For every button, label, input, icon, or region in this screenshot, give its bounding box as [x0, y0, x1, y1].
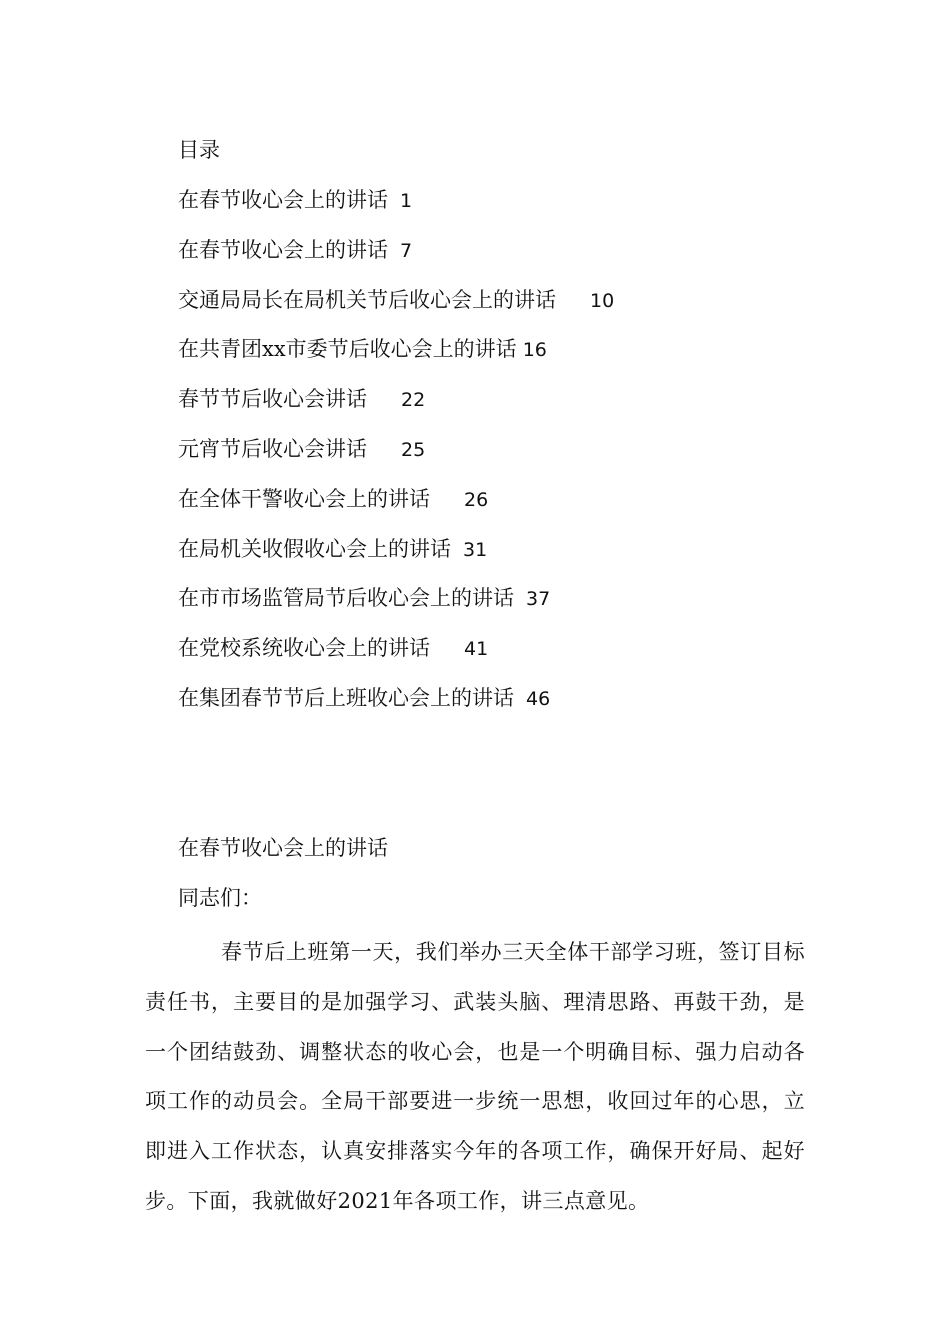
- toc-item[interactable]: [178, 682, 614, 732]
- toc-item[interactable]: [178, 483, 614, 533]
- toc-item-page: 31: [463, 538, 488, 561]
- toc-item-page: 1: [400, 190, 413, 212]
- toc-item[interactable]: [178, 284, 614, 334]
- toc-item-title: 交通局局长在局机关节后收心会上的讲话: [178, 287, 556, 312]
- toc-item-page: 41: [464, 638, 489, 661]
- toc-heading: 目录: [178, 138, 220, 162]
- toc-item[interactable]: [178, 582, 614, 632]
- toc-item-title: 在全体干警收心会上的讲话: [178, 486, 430, 511]
- toc-item-page: 16: [522, 339, 547, 362]
- toc-item[interactable]: [178, 234, 614, 284]
- toc-item-page: 26: [464, 488, 489, 511]
- toc-item-title: 春节节后收心会讲话: [178, 387, 367, 412]
- toc-item-page: 37: [526, 588, 551, 611]
- toc-item-title: 在共青团xx市委节后收心会上的讲话: [178, 337, 517, 362]
- toc-item[interactable]: [178, 533, 614, 583]
- toc-item[interactable]: [178, 433, 614, 483]
- toc-item-title: 在春节收心会上的讲话: [178, 237, 388, 262]
- toc-item[interactable]: [178, 333, 614, 383]
- toc-item-title: 在春节收心会上的讲话: [178, 188, 388, 212]
- body-paragraph: 春节后上班第一天，我们举办三天全体干部学习班，签订目标责任书，主要目的是加强学习、武装头脑、理清思路、再鼓干劲，是一个团结鼓劲、调整状态的收心会，也是一个明确目标、强力启动各项工作的动员会。全局干部要进一步统一思想，收回过年的心思，立即进入工作状态，认真安排落实今年的各项工作，确保开好局、起好步。下面，我就做好2021年各项工作，讲三点意见。: [145, 940, 805, 1213]
- toc-item-title: 在市市场监管局节后收心会上的讲话: [178, 586, 514, 611]
- section-title: 在春节收心会上的讲话: [178, 836, 388, 860]
- toc-item-page: 10: [590, 289, 615, 312]
- salutation: 同志们：: [178, 886, 262, 910]
- toc-item[interactable]: [178, 632, 614, 682]
- toc-item-title: 在集团春节节后上班收心会上的讲话: [178, 685, 514, 710]
- toc-item-page: 25: [401, 438, 426, 461]
- toc-item-page: 46: [526, 687, 551, 710]
- toc-item[interactable]: [178, 383, 614, 433]
- toc-item-page: 7: [400, 239, 413, 262]
- toc-item-page: 22: [401, 389, 426, 412]
- toc-item-title: 元宵节后收心会讲话: [178, 436, 367, 461]
- toc-item[interactable]: [178, 184, 614, 234]
- toc-item-title: 在局机关收假收心会上的讲话: [178, 536, 451, 561]
- toc-list: [178, 184, 614, 732]
- toc-item-title: 在党校系统收心会上的讲话: [178, 636, 430, 661]
